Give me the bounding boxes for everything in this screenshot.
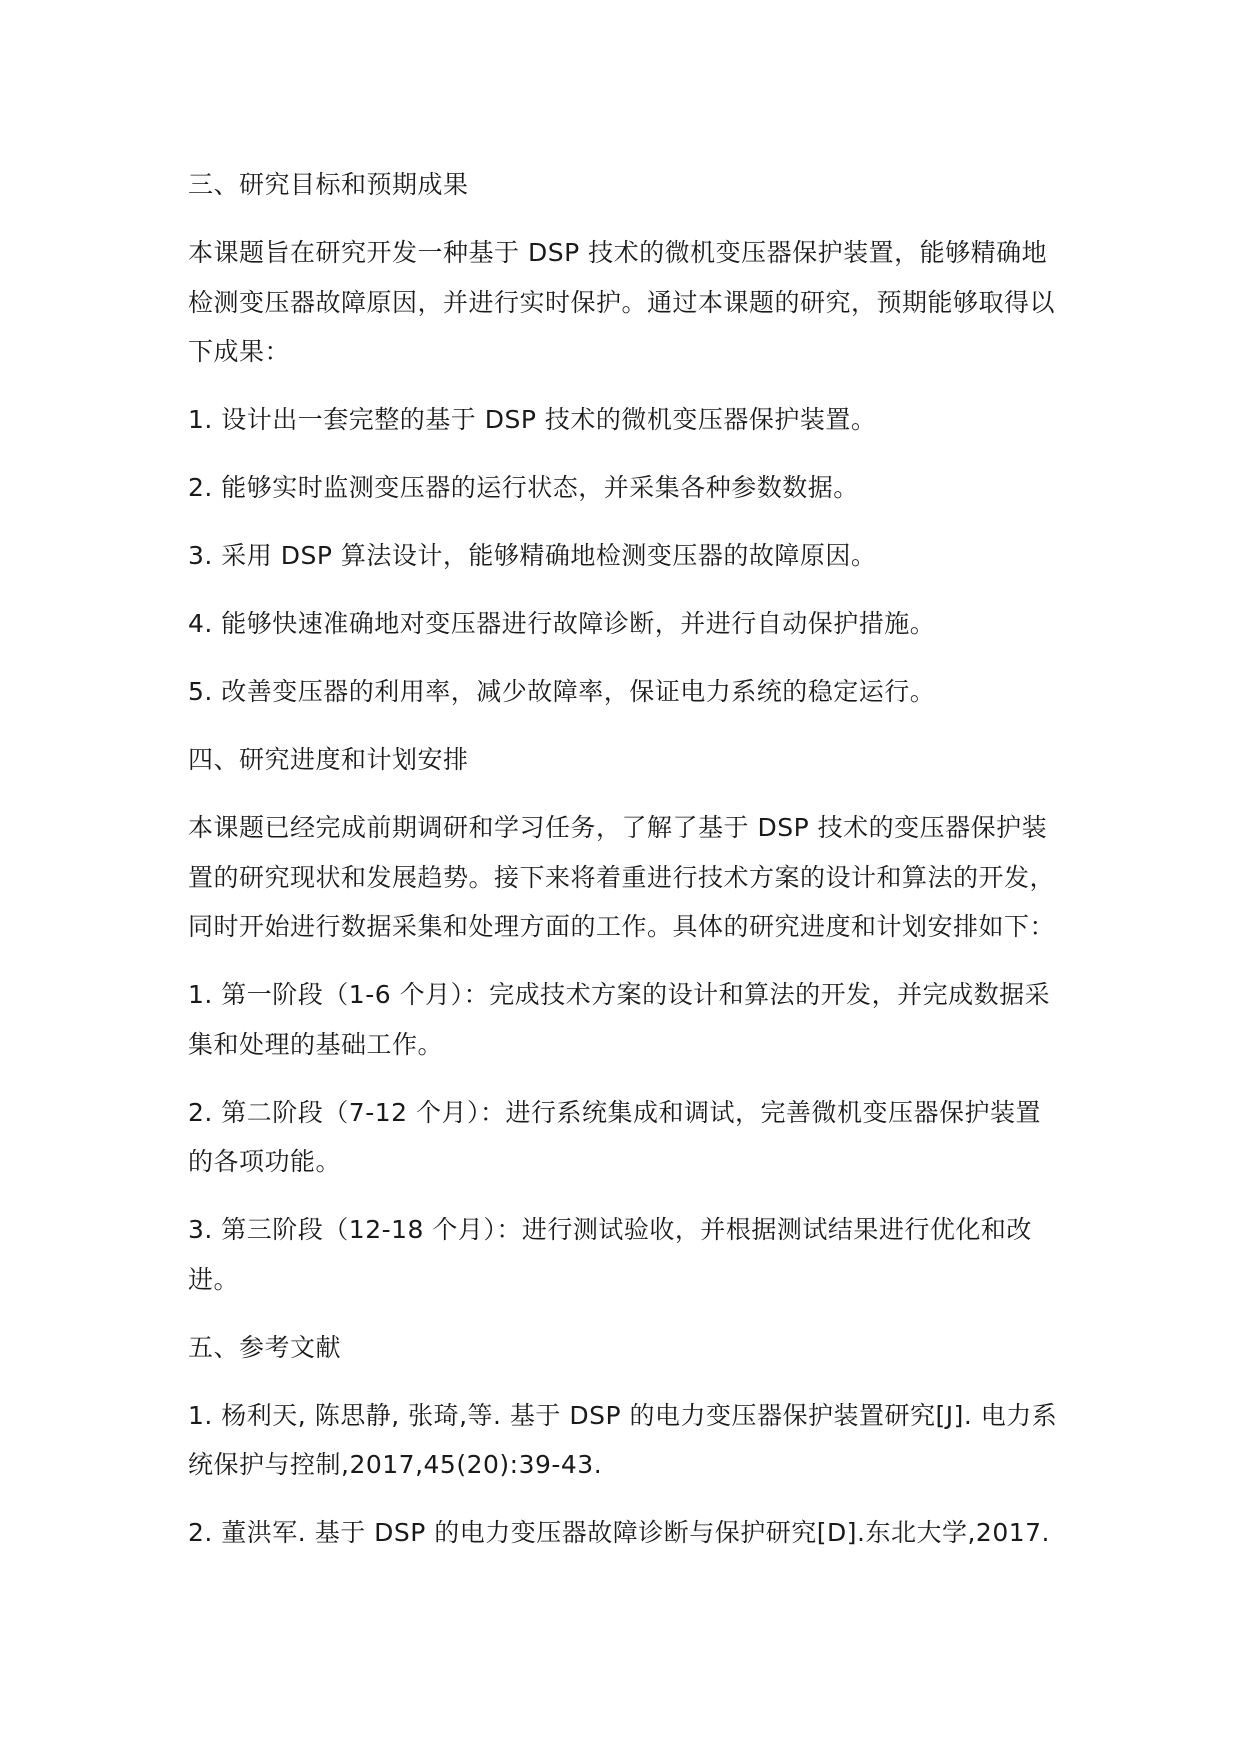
section-4-intro: 本课题已经完成前期调研和学习任务，了解了基于 DSP 技术的变压器保护装置的研究现状和发展趋势。接下来将着重进行技术方案的设计和算法的开发，同时开始进行数据采集和处理方面的工作。具体的研究进度和计划安排如下：	[188, 813, 1056, 941]
reference-item-2: 2. 董洪军. 基于 DSP 的电力变压器故障诊断与保护研究[D].东北大学,2017.	[188, 1518, 1051, 1547]
reference-item-1: 1. 杨利天, 陈思静, 张琦,等. 基于 DSP 的电力变压器保护装置研究[J]. 电力系统保护与控制,2017,45(20):39-43.	[188, 1400, 1058, 1479]
document-body	[188, 160, 1058, 1576]
goal-item-5: 5. 改善变压器的利用率，减少故障率，保证电力系统的稳定运行。	[188, 677, 936, 706]
section-3-intro: 本课题旨在研究开发一种基于 DSP 技术的微机变压器保护装置，能够精确地检测变压器故障原因，并进行实时保护。通过本课题的研究，预期能够取得以下成果：	[188, 238, 1056, 366]
section-heading-5: 五、参考文献	[188, 1332, 342, 1362]
stage-item-2: 2. 第二阶段（7-12 个月）：进行系统集成和调试，完善微机变压器保护装置的各项功能。	[188, 1097, 1041, 1176]
goal-item-3: 3. 采用 DSP 算法设计，能够精确地检测变压器的故障原因。	[188, 541, 877, 570]
stage-item-3: 3. 第三阶段（12-18 个月）：进行测试验收，并根据测试结果进行优化和改进。	[188, 1215, 1032, 1294]
goal-item-4: 4. 能够快速准确地对变压器进行故障诊断，并进行自动保护措施。	[188, 609, 936, 638]
stage-item-1: 1. 第一阶段（1-6 个月）：完成技术方案的设计和算法的开发，并完成数据采集和处理的基础工作。	[188, 980, 1051, 1059]
goal-item-1: 1. 设计出一套完整的基于 DSP 技术的微机变压器保护装置。	[188, 405, 877, 434]
section-heading-4: 四、研究进度和计划安排	[188, 745, 469, 774]
section-heading-3: 三、研究目标和预期成果	[188, 170, 469, 199]
goal-item-2: 2. 能够实时监测变压器的运行状态，并采集各种参数数据。	[188, 473, 859, 502]
